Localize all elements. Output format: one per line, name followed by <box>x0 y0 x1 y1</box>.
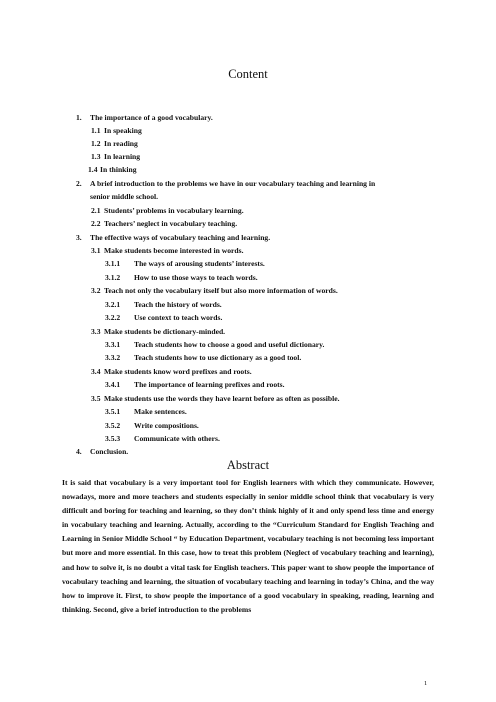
toc-item: 1.2 In reading <box>91 139 138 148</box>
toc-item: 2.1 Students’ problems in vocabulary learning. <box>91 206 244 215</box>
toc-item: 3.4.1 The importance of learning prefixes and roots. <box>105 380 285 389</box>
toc-item: 3.3.1 Teach students how to choose a good and useful dictionary. <box>105 340 325 349</box>
toc-item: 3.3 Make students be dictionary-minded. <box>91 327 226 336</box>
content-title: Content <box>228 67 268 81</box>
toc-item: 3.4 Make students know word prefixes and roots. <box>91 367 252 376</box>
toc-item: 4. Conclusion. <box>76 447 129 456</box>
toc-item: 3.5.1 Make sentences. <box>105 407 187 416</box>
toc-item: 3.2 Teach not only the vocabulary itself but also more information of words. <box>91 286 338 295</box>
toc-item: 3. The effective ways of vocabulary teaching and learning. <box>76 233 271 242</box>
toc-item: 1.4 In thinking <box>88 165 137 174</box>
page-number: 1 <box>424 680 428 687</box>
toc-item: 3.1.2 How to use those ways to teach words. <box>105 273 258 282</box>
toc-item: 1.3 In learning <box>91 152 141 161</box>
toc-item: 3.5.3 Communicate with others. <box>105 434 220 443</box>
toc-item: senior middle school. <box>90 192 158 201</box>
toc-item: 3.1 Make students become interested in words. <box>91 246 244 255</box>
toc-item: 3.1.1 The ways of arousing students’ interests. <box>105 259 265 268</box>
toc-item: 3.3.2 Teach students how to use dictionary as a good tool. <box>105 353 302 362</box>
abstract-body: It is said that vocabulary is a very important tool for English learners with which they communicate. However, nowadays, more and more teachers and students especially in senior middle school think that vocabulary is very difficult and boring for teaching and learning, so they don’t think highly of it and only spend less time and energy in vocabulary teaching and learning. Actually, according to the “Curriculum Standard for English Teaching and Learning in Senior Middle School “ by Education Department, vocabulary teaching is not becoming less important but more and more essential. In this case, how to treat this problem (Neglect of vocabulary teaching and learning), and how to solve it, is no doubt a vital task for English teachers. This paper want to show people the importance of vocabulary teaching and learning, the situation of vocabulary teaching and learning in today’s China, and the way how to improve it. First, to show people the importance of a good vocabulary in speaking, reading, learning and thinking. Second, give a brief introduction to the problems <box>62 478 434 614</box>
toc-item: 3.2.2 Use context to teach words. <box>105 313 223 322</box>
toc-item: 3.5.2 Write compositions. <box>105 421 199 430</box>
toc-item: 2. A brief introduction to the problems we have in our vocabulary teaching and learning in <box>76 179 376 188</box>
abstract-title: Abstract <box>226 458 270 472</box>
toc-item: 1.1 In speaking <box>91 126 142 135</box>
toc-item: 1. The importance of a good vocabulary. <box>76 113 213 122</box>
toc-item: 3.5 Make students use the words they have learnt before as often as possible. <box>91 394 340 403</box>
toc-item: 3.2.1 Teach the history of words. <box>105 300 222 309</box>
toc-item: 2.2 Teachers’ neglect in vocabulary teaching. <box>91 219 238 228</box>
